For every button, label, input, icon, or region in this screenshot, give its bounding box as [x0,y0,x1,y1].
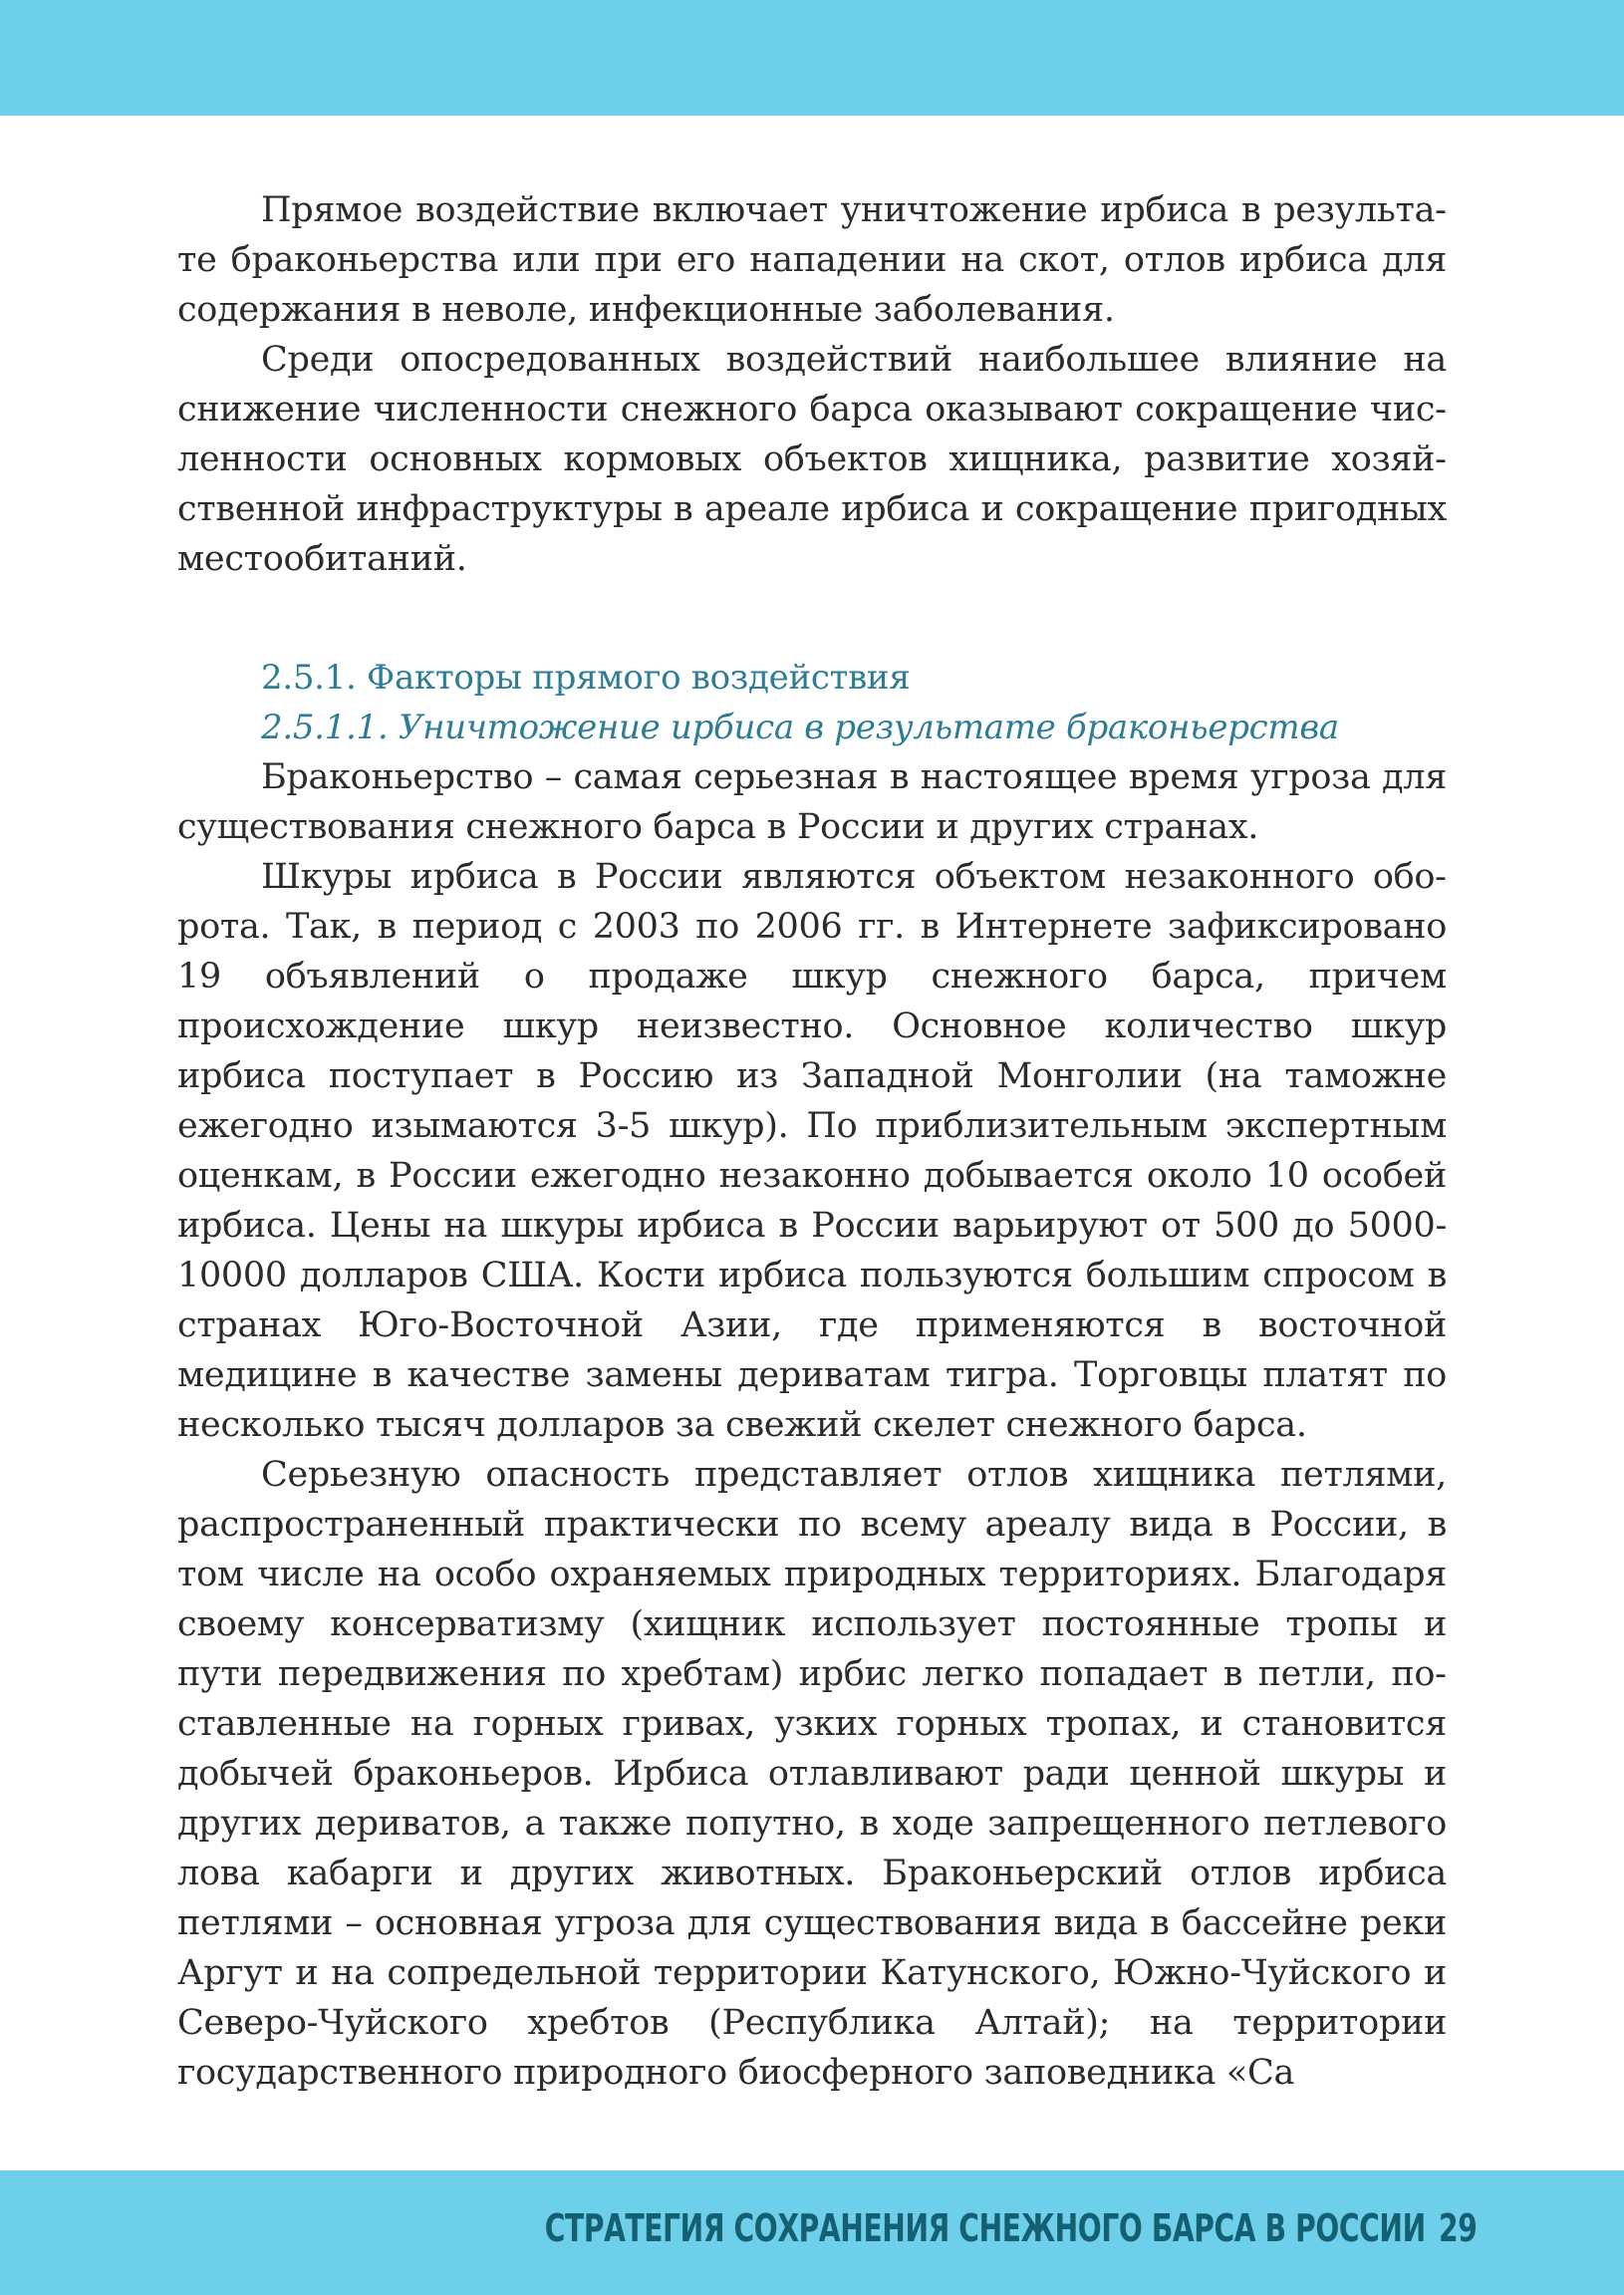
page-number: 29 [1438,2206,1477,2250]
section-heading: 2.5.1. Факторы прямого воздействия [261,658,911,698]
page-body [177,185,1447,2098]
top-color-band [0,0,1624,116]
subsection-heading: 2.5.1.1. Уничтожение ирбиса в результате браконьерства [261,708,1339,747]
footer-title: СТРАТЕГИЯ СОХРАНЕНИЯ СНЕЖНОГО БАРСА В РОССИИ [544,2206,1426,2250]
body-paragraph-3: Серьезную опасность представляет отлов хищника петлями, распространенный практически по всему ареалу вида в России, в том числе на особо охраняемых природных территориях. Благодаря своему консерватизму (хищник использует постоянные тропы и пути передвижения по хребтам) ирбис легко попадает в петли, поставленные на горных гривах, узких горных тропах, и становится добычей браконьеров. Ирбиса отлавливают ради ценной шкуры и других дериватов, а также попутно, в ходе запрещенного петлевого лова кабарги и других животных. Браконьерский отлов ирбиса петлями – основная угроза для существования вида в бассейне реки Аргут и на сопредельной территории Катунского, Южно-Чуйского и Северо-Чуйского хребтов (Республика Алтай); на территории государственного природного биосферного заповедника «Са [177,1455,1447,2093]
running-footer [544,2198,1477,2258]
body-paragraph-1: Браконьерство – самая серьезная в настоящее время угроза для существования снежного барса в России и других странах. [177,757,1447,847]
intro-paragraph-2: Среди опосредованных воздействий наибольшее влияние на снижение численности снежного барса оказывают сокращение численности основных кормовых объектов хищника, развитие хозяйственной инфраструктуры в ареале ирбиса и сокращение пригодных местообитаний. [177,340,1447,579]
intro-paragraph-1: Прямое воздействие включает уничтожение ирбиса в результате браконьерства или при его нападении на скот, отлов ирбиса для содержания в неволе, инфекционные заболевания. [177,190,1447,330]
body-paragraph-2: Шкуры ирбиса в России являются объектом незаконного оборота. Так, в период с 2003 по 2006 гг. в Интернете зафиксировано 19 объявлений о продаже шкур снежного барса, причем происхождение шкур неизвестно. Основное количество шкур ирбиса поступает в Россию из Западной Монголии (на таможне ежегодно изымаются 3-5 шкур). По приблизительным экспертным оценкам, в России ежегодно незаконно добывается около 10 особей ирбиса. Цены на шкуры ирбиса в России варьируют от 500 до 5000-10000 долларов США. Кости ирбиса пользуются большим спросом в странах Юго-Восточной Азии, где применяются в восточной медицине в качестве замены дериватам тигра. Торговцы платят по несколько тысяч долларов за свежий скелет снежного барса. [177,857,1447,1445]
